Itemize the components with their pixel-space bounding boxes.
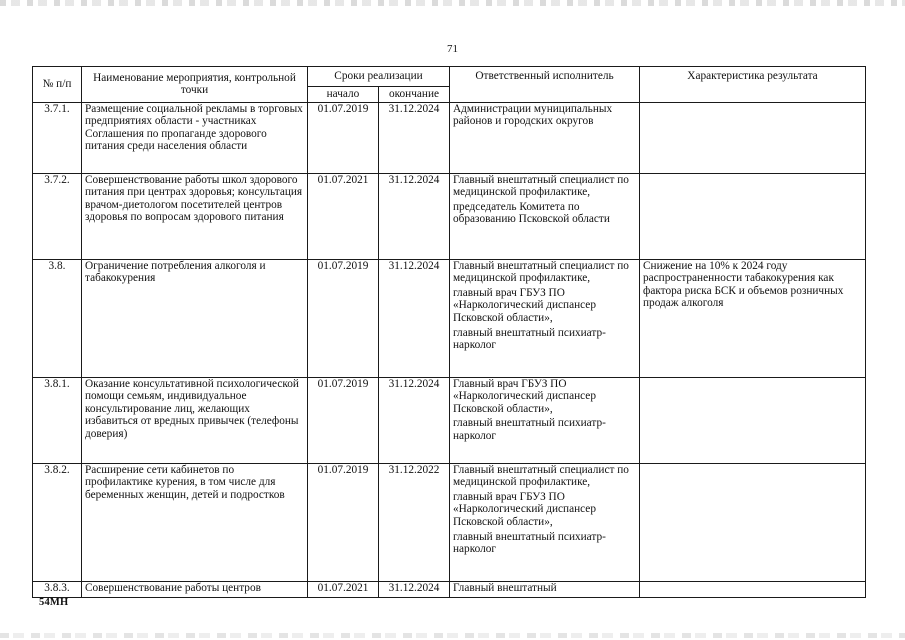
result-description: [640, 377, 866, 463]
header-result: Характеристика результата: [640, 67, 866, 103]
header-period: Сроки реализации: [308, 67, 450, 87]
result-description: [640, 581, 866, 597]
header-name: Наименование мероприятия, контрольной точки: [82, 67, 308, 103]
start-date: 01.07.2019: [308, 102, 379, 173]
start-date: 01.07.2021: [308, 581, 379, 597]
responsible-entry: главный врач ГБУЗ ПО «Наркологический диспансер Псковской области»,: [453, 490, 596, 528]
responsible-executor: [450, 377, 640, 463]
responsible-entry: главный внештатный психиатр-нарколог: [453, 417, 606, 442]
activity-name: Ограничение потребления алкоголя и табакокурения: [82, 259, 308, 377]
responsible-entry: Главный внештатный специалист по медицинской профилактике,: [453, 259, 629, 285]
responsible-entry: Главный внештатный: [453, 581, 557, 594]
responsible-entry: главный врач ГБУЗ ПО «Наркологический диспансер Псковской области»,: [453, 286, 596, 324]
end-date: 31.12.2024: [379, 377, 450, 463]
start-date: 01.07.2019: [308, 377, 379, 463]
responsible-entry: Главный внештатный специалист по медицинской профилактике,: [453, 463, 629, 489]
header-responsible: Ответственный исполнитель: [450, 67, 640, 103]
activity-name: Совершенствование работы центров: [82, 581, 308, 597]
responsible-executor: [450, 581, 640, 597]
result-description: [640, 173, 866, 259]
header-end: окончание: [379, 87, 450, 103]
row-number: 3.8.: [33, 259, 82, 377]
start-date: 01.07.2019: [308, 259, 379, 377]
end-date: 31.12.2024: [379, 173, 450, 259]
table-row: [33, 173, 866, 259]
responsible-entry: Администрации муниципальных районов и городских округов: [453, 102, 613, 128]
table-row: [33, 102, 866, 173]
responsible-executor: [450, 102, 640, 173]
start-date: 01.07.2021: [308, 173, 379, 259]
activity-name: Размещение социальной рекламы в торговых предприятиях области - участниках Соглашения по пропаганде здорового питания среди населения области: [82, 102, 308, 173]
responsible-entry: председатель Комитета по образованию Псковской области: [453, 200, 610, 226]
end-date: 31.12.2024: [379, 581, 450, 597]
activities-table: [32, 66, 866, 598]
header-start: начало: [308, 87, 379, 103]
table-row: [33, 581, 866, 597]
responsible-executor: [450, 463, 640, 581]
result-description: [640, 102, 866, 173]
responsible-executor: [450, 173, 640, 259]
responsible-entry: главный внештатный психиатр-нарколог: [453, 530, 606, 556]
row-number: 3.7.1.: [33, 102, 82, 173]
responsible-executor: [450, 259, 640, 377]
activity-name: Совершенствование работы школ здорового питания при центрах здоровья; консультация врачом-диетологом посетителей центров здоровья по вопросам здорового питания: [82, 173, 308, 259]
row-number: 3.7.2.: [33, 173, 82, 259]
row-number: 3.8.3.: [33, 581, 82, 597]
activity-name: Оказание консультативной психологической помощи семьям, индивидуальное консультирование лиц, желающих избавиться от вредных привычек (телефоны доверия): [82, 377, 308, 463]
table-row: [33, 259, 866, 377]
row-number: 3.8.1.: [33, 377, 82, 463]
page-number: 71: [447, 43, 458, 55]
scan-noise-bottom: [0, 633, 905, 638]
responsible-entry: главный внештатный психиатр-нарколог: [453, 326, 606, 352]
start-date: 01.07.2019: [308, 463, 379, 581]
result-description: [640, 463, 866, 581]
table-row: [33, 463, 866, 581]
document-code: 54МН: [39, 597, 69, 608]
header-num: № п/п: [33, 67, 82, 103]
scan-noise-top: [0, 0, 905, 6]
table-row: [33, 377, 866, 463]
responsible-entry: Главный внештатный специалист по медицинской профилактике,: [453, 173, 629, 199]
end-date: 31.12.2022: [379, 463, 450, 581]
end-date: 31.12.2024: [379, 259, 450, 377]
result-description: Снижение на 10% к 2024 году распространенности табакокурения как фактора риска БСК и объемов розничных продаж алкоголя: [640, 259, 866, 377]
activity-name: Расширение сети кабинетов по профилактике курения, в том числе для беременных женщин, детей и подростков: [82, 463, 308, 581]
responsible-entry: Главный врач ГБУЗ ПО «Наркологический диспансер Псковской области»,: [453, 377, 596, 415]
end-date: 31.12.2024: [379, 102, 450, 173]
row-number: 3.8.2.: [33, 463, 82, 581]
